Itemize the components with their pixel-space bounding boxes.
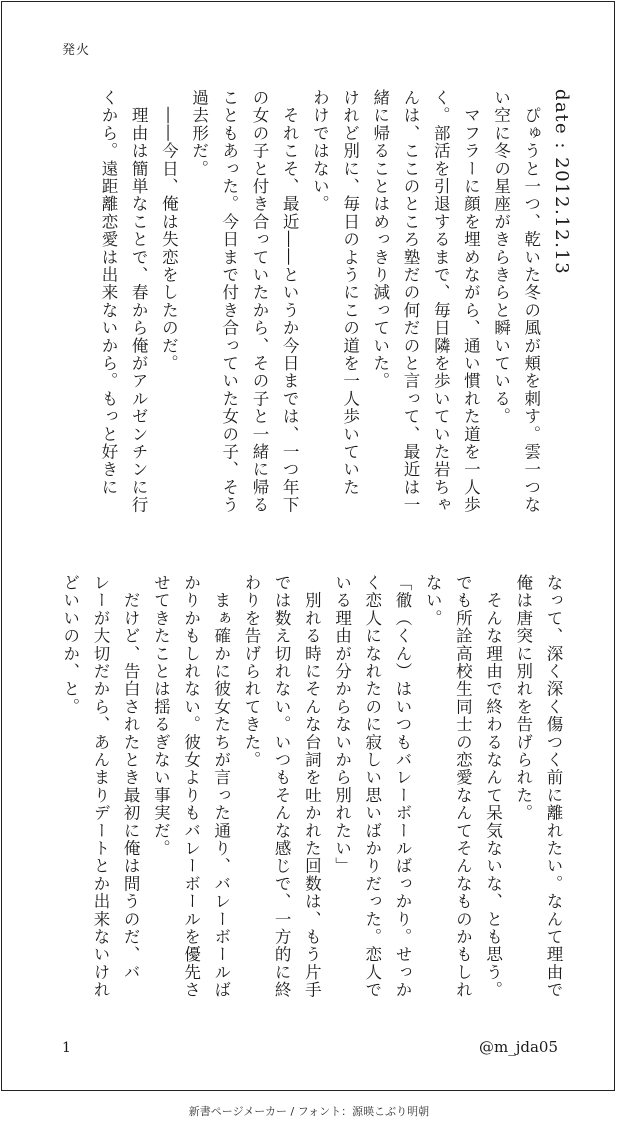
text-line: の女の子と付き合っていたから、その子と一緒に帰る (249, 89, 269, 514)
date-line: date : 2012.12.13 (551, 89, 572, 276)
text-line: 「徹（くん）はいつもバレーボールばっかり。せっか (392, 574, 412, 999)
text-line: マフラーに顔を埋めながら、通い慣れた道を一人歩 (461, 89, 481, 514)
text-line: く。部活を引退するまで、毎日隣を歩いていた岩ちゃ (431, 89, 451, 514)
text-line: 緒に帰ることはめっきり減っていた。 (370, 89, 390, 390)
text-line: くから。遠距離恋愛は出来ないから。もっと好きに (98, 89, 118, 497)
text-line: わけではない。 (310, 89, 330, 213)
text-line: でも所詮高校生同士の恋愛なんてそんなものかもしれ (453, 574, 473, 999)
text-line: そんな理由で終わるなんて呆気ないな、とも思う。 (483, 574, 503, 999)
text-line: けれど別に、毎日のようにこの道を一人歩いていた (340, 89, 360, 497)
text-line: 俺は唐突に別れを告げられた。 (513, 574, 533, 822)
text-line: まぁ確かに彼女たちが言った通り、バレーボールば (211, 574, 231, 999)
text-line: かりかもしれない。彼女よりもバレーボールを優先さ (181, 574, 201, 999)
text-line: せてきたことは揺るぎない事実だ。 (151, 574, 171, 858)
text-column-lower (55, 574, 568, 1014)
running-title: 発火 (62, 43, 91, 58)
text-line: 過去形だ。 (189, 89, 209, 178)
page-number: 1 (62, 1040, 71, 1056)
text-line: ない。 (423, 574, 443, 628)
text-line: わりを告げられてきた。 (241, 574, 261, 769)
text-line: 別れる時にそんな台詞を吐かれた回数は、もう片手 (302, 574, 322, 999)
text-line: いる理由が分からないから別れたい」 (332, 574, 352, 875)
text-line: い空に冬の星座がきらきらと瞬いている。 (491, 89, 511, 426)
footer-credit: 新書ページメーカー / フォント：源暎こぶり明朝 (188, 1105, 430, 1118)
text-line: く恋人になれたのに寂しい思いばかりだった。恋人で (362, 574, 382, 999)
text-line: 理由は簡単なことで、春から俺がアルゼンチンに行 (129, 89, 149, 514)
text-line: んは、ここのところ塾だの何だのと言って、最近は一 (400, 89, 420, 514)
author-handle: @m_jda05 (478, 1038, 558, 1056)
text-line: ――今日、俺は失恋をしたのだ。 (159, 89, 179, 373)
book-page (1, 1, 615, 1091)
text-column-upper (93, 89, 576, 541)
text-line: ぴゅうと一つ、乾いた冬の風が頬を刺す。雲一つな (521, 89, 541, 514)
text-line: では数え切れない。いつもそんな感じで、一方的に終 (272, 574, 292, 999)
text-line: こともあった。今日まで付き合っていた女の子、そう (219, 89, 239, 514)
text-line: なって、深く深く傷つく前に離れたい。なんて理由で (544, 574, 563, 999)
text-line: レーが大切だから、あんまりデートとか出来ないけれ (90, 574, 110, 999)
text-line: それこそ、最近――というか今日までは、一つ年下 (280, 89, 300, 514)
text-line: だけど、告白されたとき最初に俺は問うのだ、バ (121, 574, 141, 982)
text-line: どいいのか、と。 (60, 574, 80, 716)
